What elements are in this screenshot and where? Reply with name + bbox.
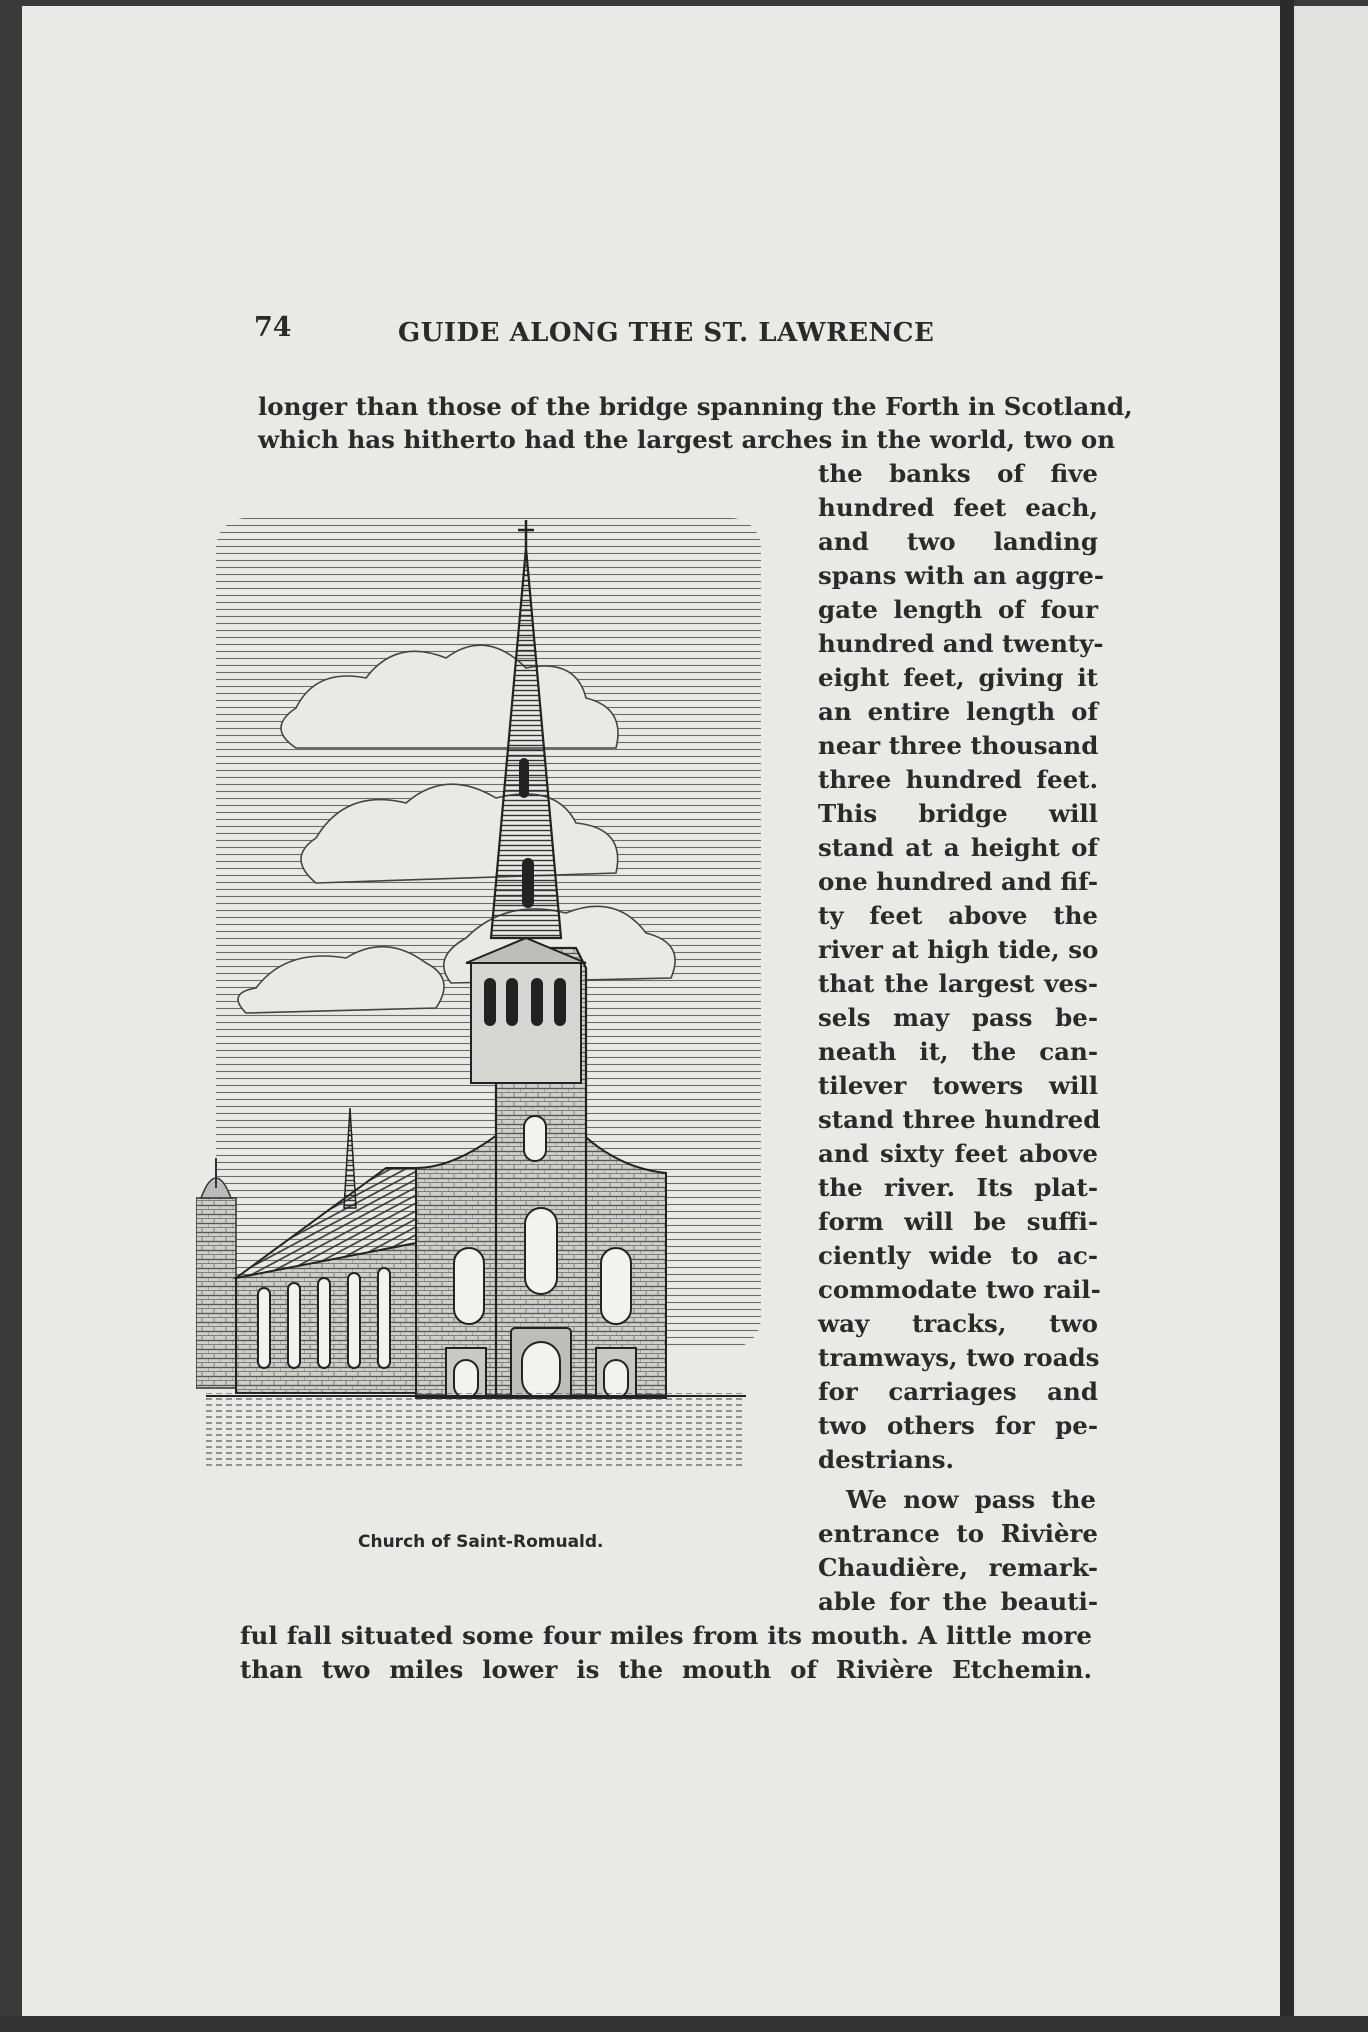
text-line: form will be suffi- (818, 1207, 1098, 1236)
church-engraving (196, 508, 768, 1508)
text-line: commodate two rail- (818, 1275, 1101, 1304)
text-line: the banks of five (818, 459, 1098, 488)
text-line: tilever towers will (818, 1071, 1098, 1100)
text-line: entrance to Rivière (818, 1519, 1098, 1548)
text-line: hundred and twenty- (818, 629, 1104, 658)
text-line: longer than those of the bridge spanning the Forth in Scotland, (258, 392, 1133, 421)
text-line: stand at a height of (818, 833, 1098, 862)
book-gutter (1280, 0, 1294, 2032)
text-line: and sixty feet above (818, 1139, 1098, 1168)
text-line: ciently wide to ac- (818, 1241, 1098, 1270)
text-line: Chaudière, remark- (818, 1553, 1098, 1582)
text-line: two others for pe- (818, 1411, 1098, 1440)
text-line: ful fall situated some four miles from its mouth. A little more (240, 1621, 1092, 1650)
text-line: destrians. (818, 1445, 955, 1474)
text-line: eight feet, giving it (818, 663, 1098, 692)
text-line: which has hitherto had the largest arches in the world, two on (258, 425, 1116, 454)
text-line: ty feet above the (818, 901, 1098, 930)
text-line: sels may pass be- (818, 1003, 1098, 1032)
text-line: spans with an aggre- (818, 561, 1105, 590)
text-line: the river. Its plat- (818, 1173, 1098, 1202)
page-number: 74 (254, 312, 292, 343)
text-line: one hundred and fif- (818, 867, 1098, 896)
text-line: hundred feet each, (818, 493, 1098, 522)
text-line: able for the beauti- (818, 1587, 1098, 1616)
text-line: neath it, the can- (818, 1037, 1098, 1066)
text-line: than two miles lower is the mouth of Rivière Etchemin. (240, 1655, 1092, 1684)
text-line: We now pass the (846, 1485, 1096, 1514)
text-line: stand three hundred (818, 1105, 1101, 1134)
text-line: for carriages and (818, 1377, 1098, 1406)
text-line: near three thousand (818, 731, 1099, 760)
text-line: and two landing (818, 527, 1098, 556)
running-head: GUIDE ALONG THE ST. LAWRENCE (398, 318, 935, 348)
text-line: river at high tide, so (818, 935, 1099, 964)
text-line: an entire length of (818, 697, 1098, 726)
figure-caption: Church of Saint-Romuald. (358, 1532, 604, 1552)
text-line: gate length of four (818, 595, 1098, 624)
scan-bottom-edge (0, 2016, 1368, 2032)
text-line: tramways, two roads (818, 1343, 1100, 1372)
text-line: way tracks, two (818, 1309, 1098, 1338)
facing-page-edge (1294, 6, 1368, 2016)
text-line: This bridge will (818, 799, 1098, 828)
text-line: three hundred feet. (818, 765, 1098, 794)
text-line: that the largest ves- (818, 969, 1098, 998)
